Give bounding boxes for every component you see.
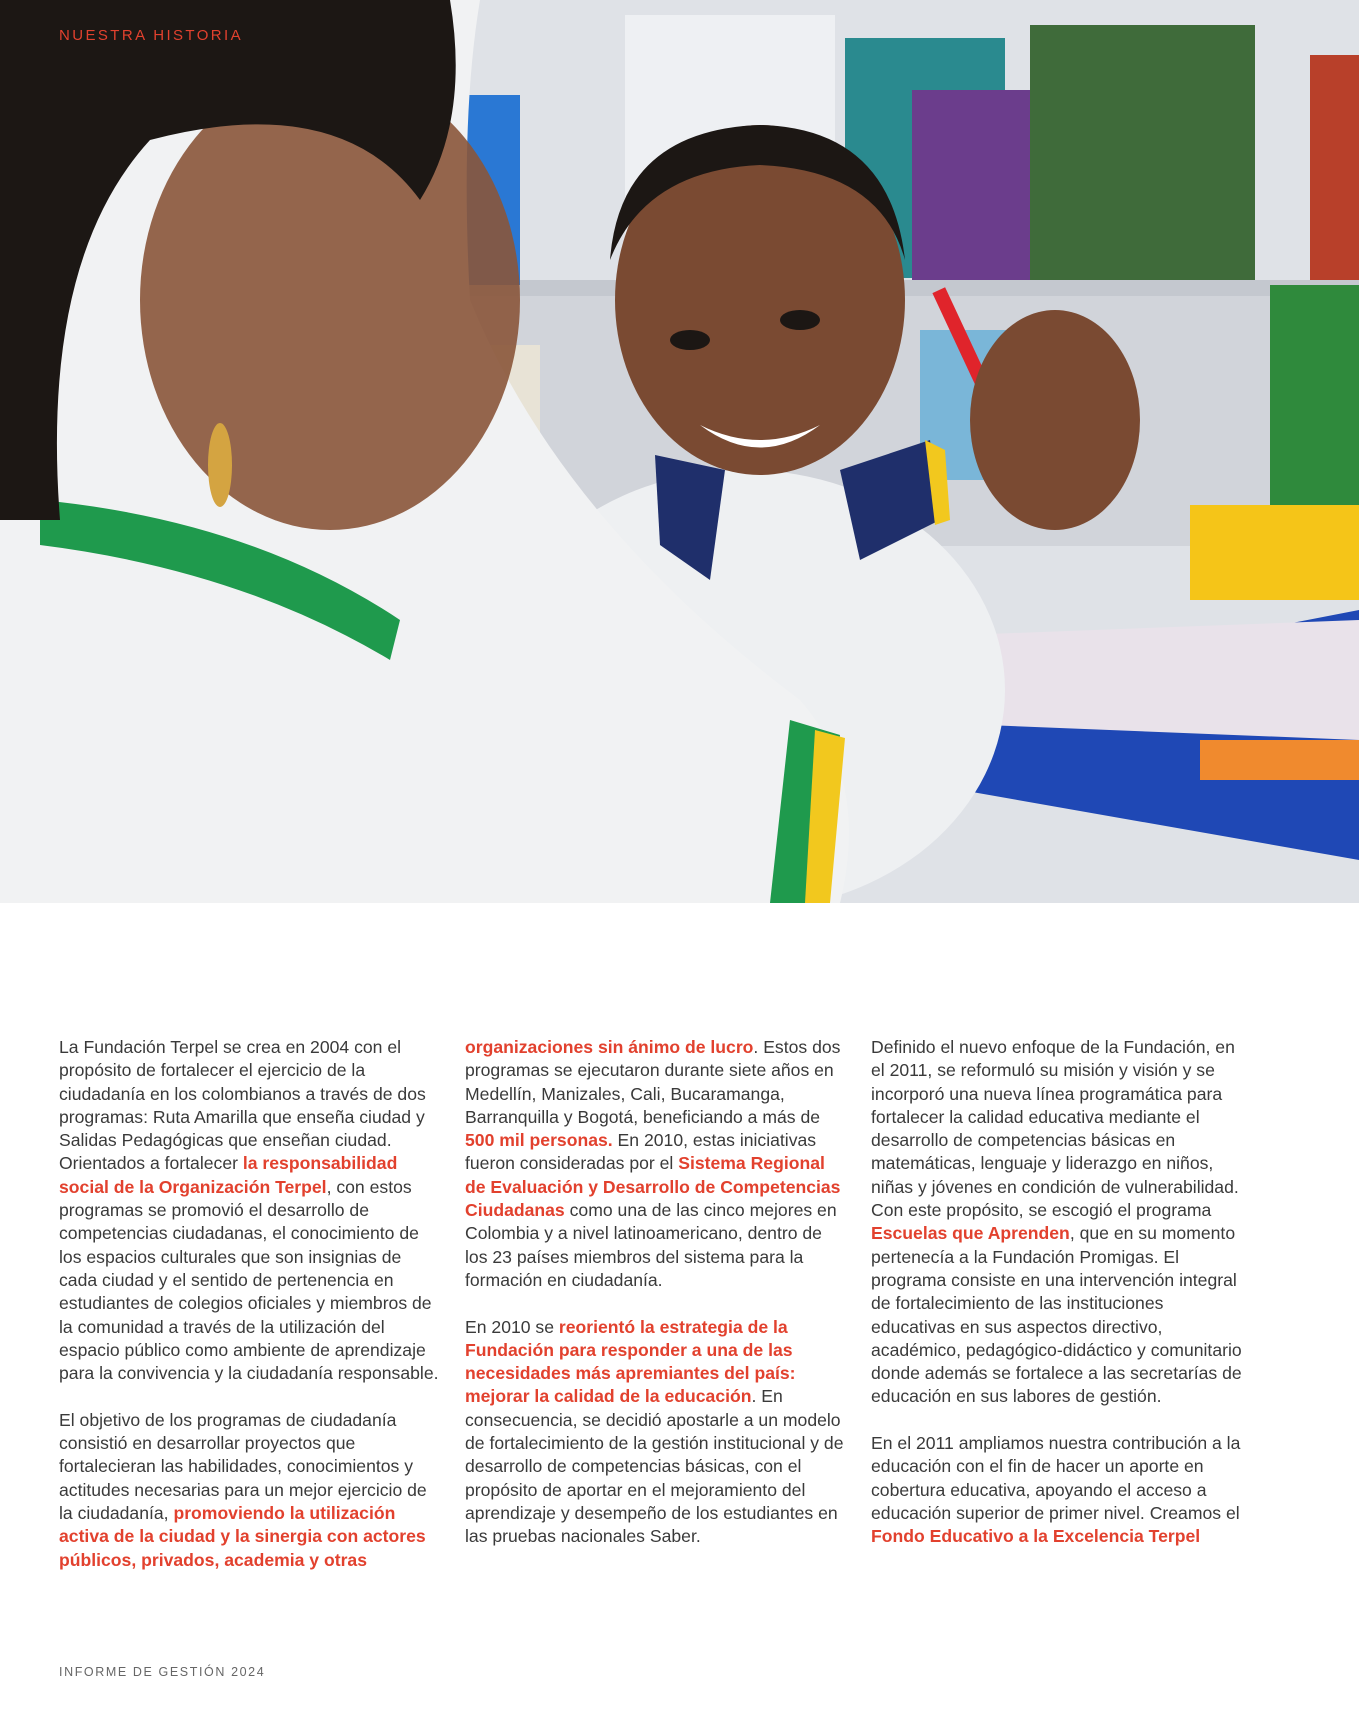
eye-left (670, 330, 710, 350)
paragraph (59, 1409, 439, 1572)
highlight-text: Fondo Educativo a la Excelencia Terpel (871, 1526, 1201, 1547)
body-text-run: , que en su momento pertenecía a la Fundación Promigas. El programa consiste en una intervención integral de fortalecimiento de las instituciones educativas en sus aspectos directivo, académico, pedagógico-didáctico y comunitario donde además se fortalece a las secretarías de educación en sus labores de gestión. (871, 1223, 1242, 1407)
body-text-run: En 2010, estas iniciativas fueron consideradas por el (465, 1130, 817, 1174)
yellow-chair (1190, 505, 1359, 600)
highlight-text: Escuelas que Aprenden (871, 1223, 1070, 1244)
body-text-run: Definido el nuevo enfoque de la Fundación, en el 2011, se reformuló su misión y visión y se incorporó una nueva línea programática para fortalecer la calidad educativa mediante el desarrollo de competencias básicas en matemáticas, lenguaje y liderazgo en niños, niñas y jóvenes en condición de vulnerabilidad. Con este propósito, se escogió el programa (871, 1037, 1239, 1221)
paragraph (59, 1036, 439, 1385)
green-panel (1270, 285, 1359, 505)
paragraph (465, 1316, 845, 1549)
paragraph (871, 1036, 1251, 1409)
text-column-2 (465, 1036, 845, 1549)
paragraph (465, 1036, 845, 1292)
text-column-3 (871, 1036, 1251, 1549)
body-text-run: . En consecuencia, se decidió apostarle a un modelo de fortalecimiento de la gestión institucional y de desarrollo de competencias básicas, con el propósito de aportar en el mejoramiento del aprendizaje y desempeño de los estudiantes en las pruebas nacionales Saber. (465, 1386, 844, 1547)
body-text (59, 1036, 1309, 1596)
body-text-run: como una de las cinco mejores en Colombia y a nivel latinoamericano, dentro de los 23 países miembros del sistema para la formación en ciudadanía. (465, 1200, 837, 1290)
footer-label: INFORME DE GESTIÓN 2024 (59, 1665, 266, 1679)
body-text-run: , con estos programas se promovió el desarrollo de competencias ciudadanas, el conocimiento de los espacios culturales que son insignias de cada ciudad y el sentido de pertenencia en estudiantes de colegios oficiales y miembros de la comunidad a través de la utilización del espacio público como ambiente de aprendizaje para la convivencia y la ciudadanía responsable. (59, 1176, 439, 1384)
earring (208, 423, 232, 507)
highlight-text: Sistema Regional de Evaluación y Desarrollo de Competencias Ciudadanas (465, 1153, 841, 1221)
text-column-1 (59, 1036, 439, 1572)
section-label: NUESTRA HISTORIA (59, 27, 243, 44)
body-text-run: El objetivo de los programas de ciudadanía consistió en desarrollar proyectos que fortalecieran las habilidades, conocimientos y actitudes necesarias para un mejor ejercicio de la ciudadanía, (59, 1409, 427, 1523)
body-text-run: La Fundación Terpel se crea en 2004 con el propósito de fortalecer el ejercicio de la ciudadanía en los colombianos a través de dos programas: Ruta Amarilla que enseña ciudad y Salidas Pedagógicas que enseñan ciudad. Orientados a fortalecer (59, 1037, 426, 1174)
highlight-text: organizaciones sin ánimo de lucro (465, 1037, 754, 1057)
eye-right (780, 310, 820, 330)
body-text-run: En el 2011 ampliamos nuestra contribución a la educación con el fin de hacer un aporte en cobertura educativa, apoyando el acceso a educación superior de primer nivel. Creamos el (871, 1433, 1241, 1523)
highlight-text: la responsabilidad social de la Organización Terpel (59, 1153, 398, 1197)
highlight-text: promoviendo la utilización activa de la ciudad y la sinergia con actores públicos, privados, academia y otras (59, 1502, 426, 1570)
book-green (1030, 25, 1255, 280)
paragraph (871, 1432, 1251, 1548)
girl-hand (970, 310, 1140, 530)
book-red (1310, 55, 1359, 280)
book-purple (912, 90, 1047, 280)
foreground-face (140, 70, 520, 530)
highlight-text: 500 mil personas. (465, 1130, 613, 1151)
body-text-run: . Estos dos programas se ejecutaron durante siete años en Medellín, Manizales, Cali, Bucaramanga, Barranquilla y Bogotá, beneficiando a más de (465, 1037, 841, 1127)
highlight-text: reorientó la estrategia de la Fundación para responder a una de las necesidades más apremiantes del país: mejorar la calidad de la educación (465, 1316, 796, 1407)
crayons (1200, 740, 1359, 780)
body-text-run: En 2010 se (465, 1316, 559, 1337)
